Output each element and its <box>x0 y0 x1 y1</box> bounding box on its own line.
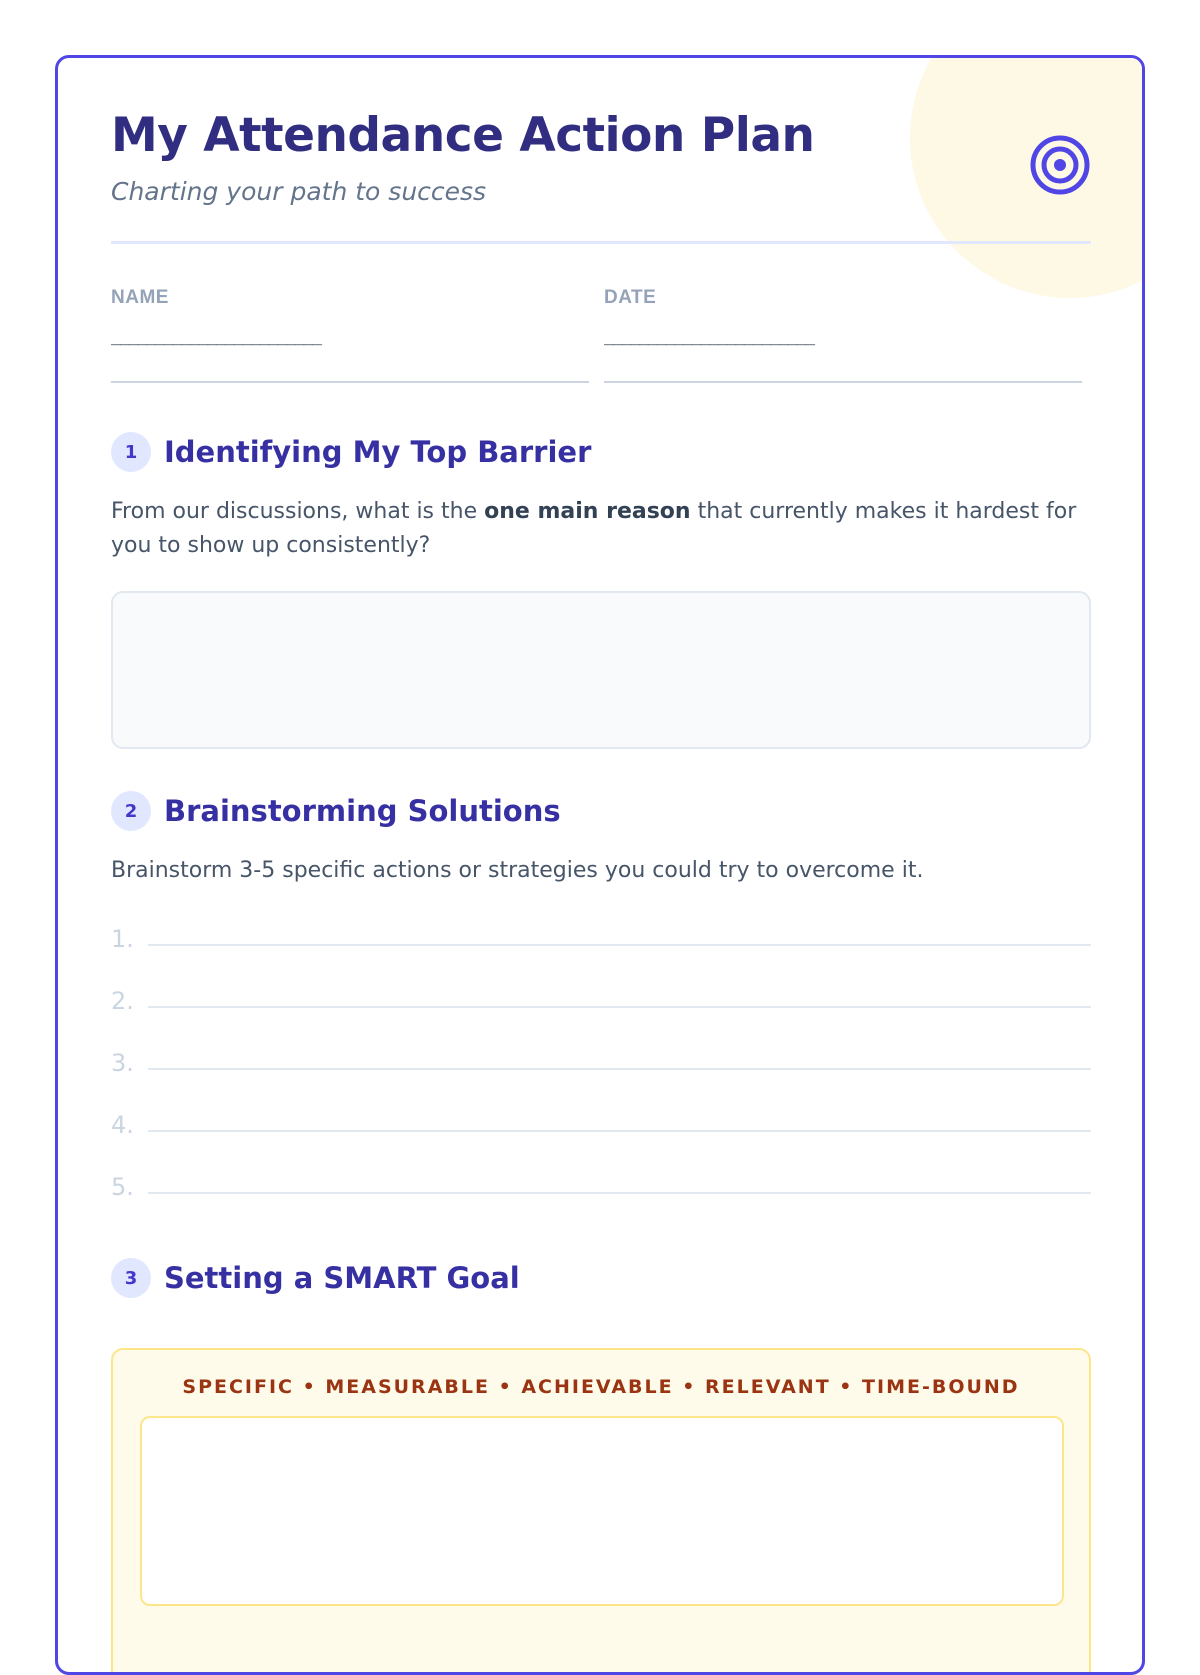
section-3-header <box>111 1258 520 1298</box>
date-label: DATE <box>604 287 657 308</box>
solution-line-number: 5. <box>111 1173 134 1201</box>
name-field[interactable]: ________________________ <box>111 326 321 346</box>
smart-criteria-caption: SPECIFIC • MEASURABLE • ACHIEVABLE • RELEVANT • TIME-BOUND <box>182 1376 1020 1398</box>
section-1-prompt <box>111 495 1091 563</box>
page-title: My Attendance Action Plan <box>111 108 815 163</box>
name-underline <box>111 381 589 383</box>
solution-line-number: 2. <box>111 987 134 1015</box>
barrier-answer-box[interactable] <box>111 591 1091 749</box>
solution-line-3[interactable] <box>111 1042 1091 1078</box>
solution-line-4[interactable] <box>111 1104 1091 1140</box>
solution-line-number: 4. <box>111 1111 134 1139</box>
solution-line-rule <box>148 1068 1091 1070</box>
smart-goal-panel <box>111 1348 1091 1675</box>
section-1-prompt-emphasis: one main reason <box>484 499 691 524</box>
solution-line-2[interactable] <box>111 980 1091 1016</box>
solution-line-rule <box>148 1130 1091 1132</box>
section-2-title: Brainstorming Solutions <box>164 794 561 828</box>
page-subtitle: Charting your path to success <box>111 177 487 206</box>
section-1-number: 1 <box>111 432 151 472</box>
solution-line-rule <box>148 1006 1091 1008</box>
solution-line-number: 1. <box>111 925 134 953</box>
date-field[interactable]: ________________________ <box>604 326 814 346</box>
section-1-header <box>111 432 591 472</box>
section-2-header <box>111 791 561 831</box>
date-underline <box>604 381 1082 383</box>
smart-goal-input[interactable] <box>140 1416 1064 1606</box>
section-3-title: Setting a SMART Goal <box>164 1261 520 1295</box>
section-2-number: 2 <box>111 791 151 831</box>
solution-line-rule <box>148 1192 1091 1194</box>
section-1-title: Identifying My Top Barrier <box>164 435 592 469</box>
solution-line-5[interactable] <box>111 1166 1091 1202</box>
header-divider <box>111 241 1091 244</box>
name-label: NAME <box>111 287 169 308</box>
section-1-prompt-start: From our discussions, what is the <box>111 499 485 524</box>
section-2-prompt: Brainstorm 3-5 specific actions or strategies you could try to overcome it. <box>111 858 924 883</box>
target-icon <box>1028 133 1092 197</box>
solution-line-rule <box>148 944 1091 946</box>
solution-line-number: 3. <box>111 1049 134 1077</box>
section-3-number: 3 <box>111 1258 151 1298</box>
solution-line-1[interactable] <box>111 918 1091 954</box>
action-plan-card <box>55 55 1145 1675</box>
section-1-prompt-end: that currently makes it hardest for you to show up consistently? <box>111 499 1077 558</box>
